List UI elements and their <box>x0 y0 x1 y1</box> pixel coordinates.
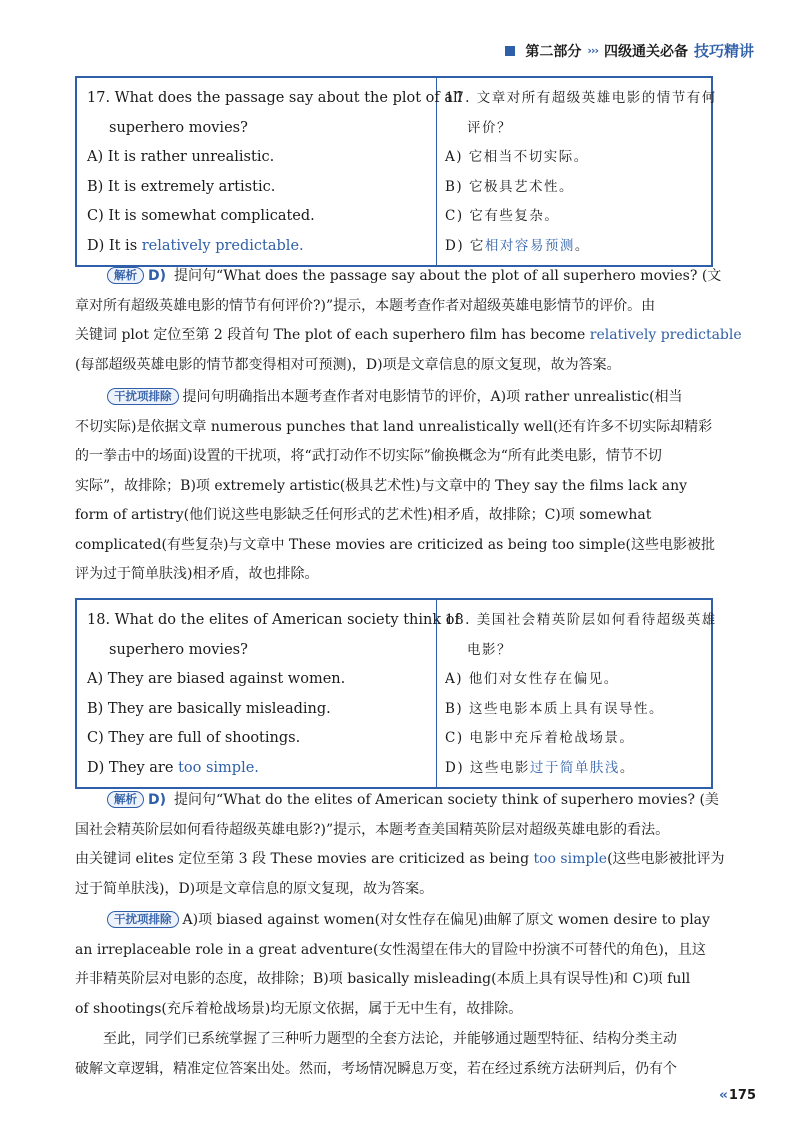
q17-zh-option-a: A) 它相当不切实际。 <box>445 149 589 165</box>
explanation-text: 提问句“What do the elites of American society think of superhero movies? (美 <box>174 792 719 808</box>
question-17-english <box>77 78 463 265</box>
question-17-chinese <box>437 78 717 265</box>
explanation-18 <box>75 786 725 904</box>
distractor-17-line: 不切实际)是依据文章 numerous punches that land unrealistically well(还有许多不切实际却精彩 <box>75 418 713 435</box>
q18-option-d <box>87 754 436 784</box>
question-17-table <box>75 76 717 267</box>
distractor-tag: 干扰项排除 <box>107 388 179 405</box>
q17-zh-option-c: C) 它有些复杂。 <box>445 208 560 224</box>
answer-label: D) <box>148 792 167 808</box>
explanation-highlight: too simple <box>533 851 608 867</box>
distractor-17-line <box>75 383 711 413</box>
q18-zh-option-b: B) 这些电影本质上具有误导性。 <box>445 700 664 717</box>
q18-zh-option-d-end: 。 <box>619 759 635 776</box>
header-part: 第二部分 <box>525 43 582 60</box>
q17-zh-option-d <box>445 232 717 262</box>
closing-line: 破解文章逻辑，精准定位答案出处。然而，考场情况瞬息万变，若在经过系统方法研判后，仍有个 <box>75 1060 677 1077</box>
q17-stem: 17. What does the passage say about the plot of all <box>87 90 463 106</box>
q18-zh-option-d <box>445 754 717 784</box>
distractor-17-line: 实际”，故排除；B)项 extremely artistic(极具艺术性)与文章中的 They say the films lack any <box>75 477 688 494</box>
q17-zh-stem: 17. 文章对所有超级英雄电影的情节有何 <box>445 90 717 106</box>
distractor-analysis-18 <box>75 906 711 1024</box>
header-section: 四级通关必备 <box>603 43 688 60</box>
q17-zh-option-b: B) 它极具艺术性。 <box>445 178 574 195</box>
q17-option-d <box>87 232 436 262</box>
explanation-tag: 解析 <box>107 267 144 284</box>
closing-paragraph <box>75 1025 711 1084</box>
closing-line: 至此，同学们已系统掌握了三种听力题型的全套方法论，并能够通过题型特征、结构分类主动 <box>103 1031 677 1047</box>
answer-label: D) <box>148 268 167 284</box>
explanation-18-line <box>75 845 725 875</box>
explanation-17-line <box>75 262 722 292</box>
q18-option-d-text: D) They are <box>87 759 179 776</box>
page-arrows-icon: ‹‹ <box>719 1088 726 1103</box>
distractor-text: A)项 biased against women(对女性存在偏见)曲解了原文 women desire to play <box>182 912 710 928</box>
q18-zh-stem: 18. 美国社会精英阶层如何看待超级英雄 <box>445 612 717 628</box>
q17-stem-cont: superhero movies? <box>109 119 248 136</box>
distractor-18-line <box>75 906 711 936</box>
q17-zh-option-d-end: 。 <box>574 237 590 254</box>
explanation-text: (这些电影被批评为 <box>607 851 725 867</box>
q18-zh-stem-cont: 电影？ <box>467 641 512 658</box>
explanation-tag: 解析 <box>107 791 144 808</box>
distractor-17-line: complicated(有些复杂)与文章中 These movies are criticized as being too simple(这些电影被批 <box>75 536 715 553</box>
distractor-18-line: an irreplaceable role in a great adventure(女性渴望在伟大的冒险中扮演不可替代的角色)，且这 <box>75 941 706 958</box>
explanation-18-line: 国社会精英阶层如何看待超级英雄电影?)”提示，本题考查美国精英阶层对超级英雄电影的看法。 <box>75 821 670 838</box>
explanation-17-line <box>75 321 742 351</box>
explanation-highlight: relatively predictable <box>589 327 742 343</box>
q18-zh-option-c: C) 电影中充斥着枪战场景。 <box>445 730 635 746</box>
q18-option-c: C) They are full of shootings. <box>87 730 301 746</box>
question-18-chinese <box>437 600 717 787</box>
q18-zh-option-a: A) 他们对女性存在偏见。 <box>445 671 619 687</box>
page-number <box>719 1088 756 1103</box>
distractor-17-line: 的一拳击中的场面)设置的干扰项，将“武打动作不切实际”偷换概念为“所有此类电影，情节不切 <box>75 448 662 464</box>
distractor-18-line: of shootings(充斥着枪战场景)均无原文依据，属于无中生有，故排除。 <box>75 1000 523 1017</box>
distractor-analysis-17 <box>75 383 715 590</box>
explanation-text: 由关键词 elites 定位至第 3 段 These movies are criticized as being <box>75 851 534 867</box>
q18-zh-option-d-highlight: 过于简单肤浅 <box>529 759 620 776</box>
q17-option-c: C) It is somewhat complicated. <box>87 208 315 224</box>
explanation-17-line: 章对所有超级英雄电影的情节有何评价?)”提示，本题考查作者对超级英雄电影情节的评价。由 <box>75 297 656 314</box>
q17-option-b: B) It is extremely artistic. <box>87 178 276 195</box>
question-18-english <box>77 600 460 787</box>
q17-zh-option-d-highlight: 相对容易预测 <box>484 237 575 254</box>
explanation-17-line: (每部超级英雄电影的情节都变得相对可预测)，D)项是文章信息的原文复现，故为答案。 <box>75 356 621 373</box>
running-header <box>505 40 754 61</box>
q17-zh-stem-cont: 评价？ <box>467 119 512 136</box>
distractor-18-line: 并非精英阶层对电影的态度，故排除；B)项 basically misleading(本质上具有误导性)和 C)项 full <box>75 971 691 987</box>
distractor-17-line: form of artistry(他们说这些电影缺乏任何形式的艺术性)相矛盾，故排除；C)项 somewhat <box>75 507 652 523</box>
distractor-tag: 干扰项排除 <box>107 911 179 928</box>
q18-zh-option-d-text: D) 这些电影 <box>445 759 530 776</box>
q18-stem: 18. What do the elites of American society think of <box>87 612 460 628</box>
header-accent: 技巧精讲 <box>693 42 754 60</box>
explanation-18-line <box>75 786 719 816</box>
distractor-17-line: 评为过于简单肤浅)相矛盾，故也排除。 <box>75 566 319 582</box>
page-number-value: 175 <box>728 1088 756 1103</box>
q17-option-d-highlight: relatively predictable. <box>141 237 304 254</box>
q18-option-d-highlight: too simple. <box>178 759 259 776</box>
q18-stem-cont: superhero movies? <box>109 641 248 658</box>
q17-option-d-text: D) It is <box>87 237 142 254</box>
distractor-text: 提问句明确指出本题考查作者对电影情节的评价，A)项 rather unrealistic(相当 <box>182 389 683 405</box>
question-18-table <box>75 598 717 789</box>
explanation-17 <box>75 262 742 380</box>
q17-zh-option-d-text: D) 它 <box>445 237 485 254</box>
explanation-18-line: 过于简单肤浅)，D)项是文章信息的原文复现，故为答案。 <box>75 880 434 897</box>
explanation-text: 关键词 plot 定位至第 2 段首句 The plot of each superhero film has become <box>75 327 590 343</box>
header-square-icon <box>505 46 515 56</box>
q17-option-a: A) It is rather unrealistic. <box>87 149 275 165</box>
q18-option-a: A) They are biased against women. <box>87 671 346 687</box>
explanation-text: 提问句“What does the passage say about the plot of all superhero movies? (文 <box>174 268 722 284</box>
q18-option-b: B) They are basically misleading. <box>87 700 331 717</box>
header-arrows-icon: ››› <box>587 44 598 57</box>
